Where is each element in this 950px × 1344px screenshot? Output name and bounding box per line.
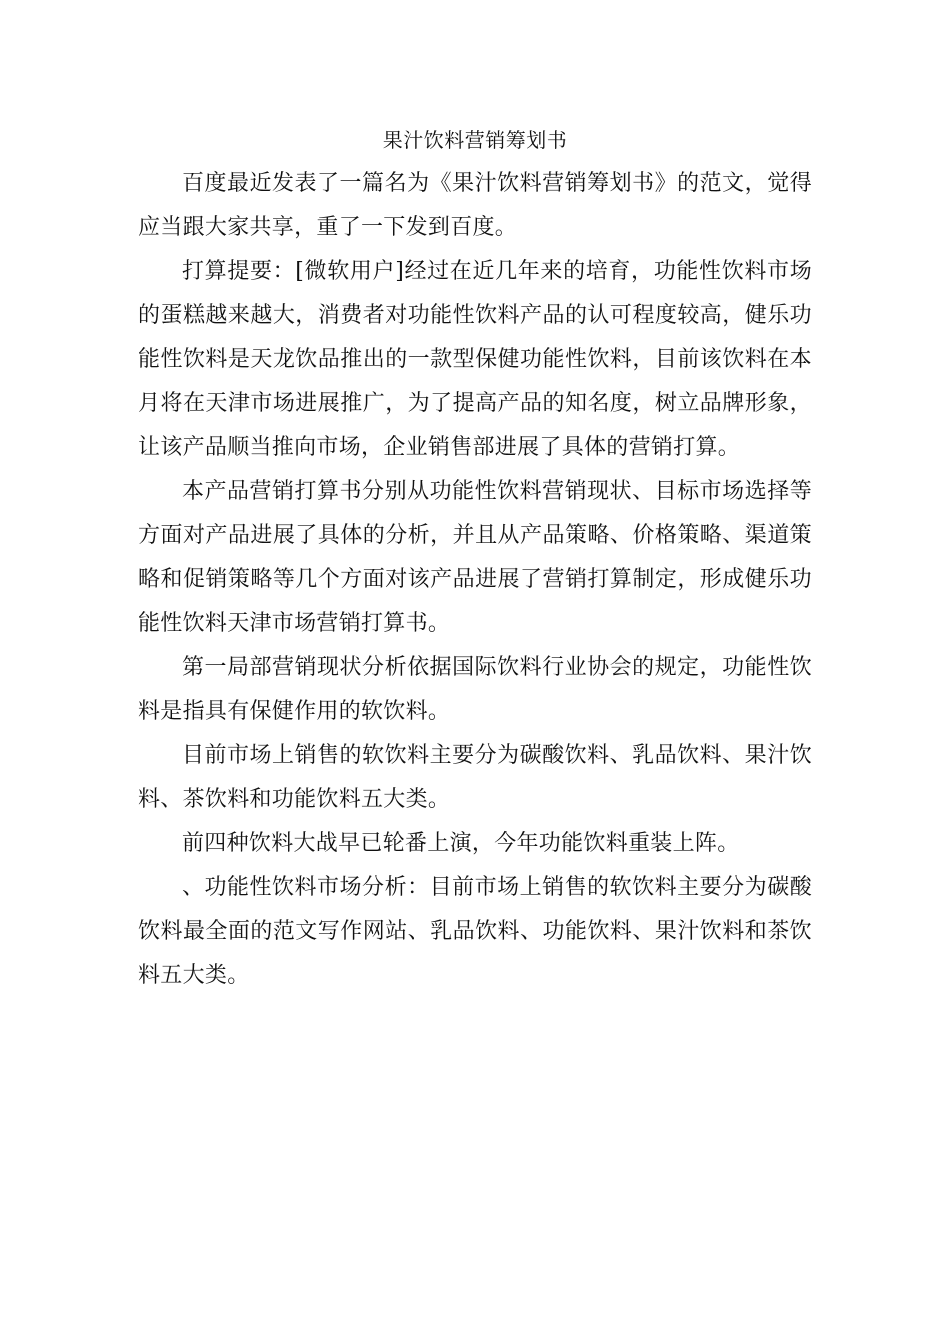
- paragraph-competition: 前四种饮料大战早已轮番上演，今年功能饮料重装上阵。: [182, 831, 740, 856]
- paragraph-soft-drink-types: 目前市场上销售的软饮料主要分为碳酸饮料、乳品饮料、果汁饮料、茶饮料和功能饮料五大类。: [138, 743, 812, 812]
- paragraph-summary: 打算提要：[微软用户]经过在近几年来的培育，功能性饮料市场的蛋糕越来越大，消费者对功能性饮料产品的认可程度较高，健乐功能性饮料是天龙饮品推出的一款型保健功能性饮料，目前该饮料在本月将在天津市场进展推广，为了提高产品的知名度，树立品牌形象，让该产品顺当推向市场，企业销售部进展了具体的营销打算。: [138, 259, 812, 460]
- document-title: 果汁饮料营销筹划书: [382, 128, 568, 152]
- paragraph-part-one: 第一局部营销现状分析依据国际饮料行业协会的规定，功能性饮料是指具有保健作用的软饮料。: [138, 655, 812, 724]
- paragraph-market-analysis: 、功能性饮料市场分析：目前市场上销售的软饮料主要分为碳酸饮料最全面的范文写作网站、乳品饮料、功能饮料、果汁饮料和茶饮料五大类。: [138, 875, 812, 988]
- paragraph-intro: 百度最近发表了一篇名为《果汁饮料营销筹划书》的范文，觉得应当跟大家共享，重了一下发到百度。: [138, 171, 812, 240]
- paragraph-plan-overview: 本产品营销打算书分别从功能性饮料营销现状、目标市场选择等方面对产品进展了具体的分析，并且从产品策略、价格策略、渠道策略和促销策略等几个方面对该产品进展了营销打算制定，形成健乐功能性饮料天津市场营销打算书。: [138, 479, 812, 636]
- document-page: [138, 118, 812, 998]
